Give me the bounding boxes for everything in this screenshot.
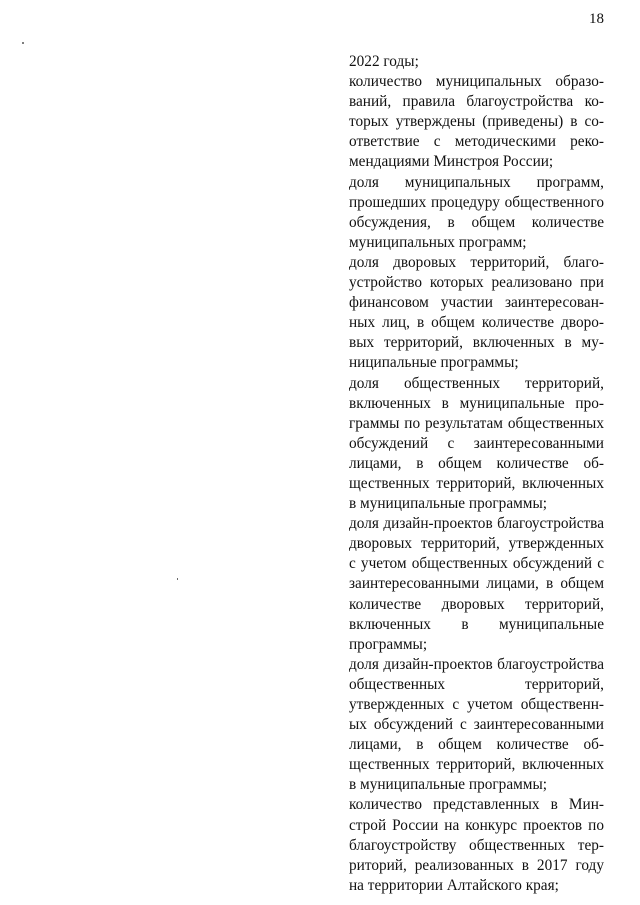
paragraph: доля дизайн-проектов благоустройства дворовых территорий, утвержденных с учетом общественных обсуждений с заинтересованными лицами, в общем количестве дворовых территорий, включенных в муниципальные программы; [349, 515, 604, 653]
page-number: 18 [589, 11, 604, 27]
paragraph: доля муниципальных программ, прошедших процедуру общественного обсуждения, в общем количестве муниципальных программ; [349, 173, 604, 251]
paragraph: количество представленных в Минстрой России на конкурс проектов по благоустройству общественных территорий, реализованных в 2017 году на территории Алтайского края; [349, 796, 604, 894]
paragraph: 2022 годы; [349, 53, 419, 70]
scan-speck [177, 578, 178, 580]
document-text-column [349, 52, 604, 896]
paragraph: количество муниципальных образований, правила благоустройства которых утверждены (приведены) в соответствие с методическими рекомендациями Минстроя России; [349, 73, 604, 171]
paragraph: доля дизайн-проектов благоустройства общественных территорий, утвержденных с учетом общественных обсуждений с заинтересованными лицами, в общем количестве общественных территорий, включенных в муниципальные программы; [349, 655, 604, 794]
scan-speck [22, 42, 24, 44]
paragraph: доля дворовых территорий, благоустройство которых реализовано при финансовом участии заинтересованных лиц, в общем количестве дворовых территорий, включенных в муниципальные программы; [349, 253, 604, 372]
paragraph: доля общественных территорий, включенных в муниципальные программы по результатам общественных обсуждений с заинтересованными лицами, в общем количестве общественных территорий, включенных в муниципальные программы; [349, 374, 604, 513]
